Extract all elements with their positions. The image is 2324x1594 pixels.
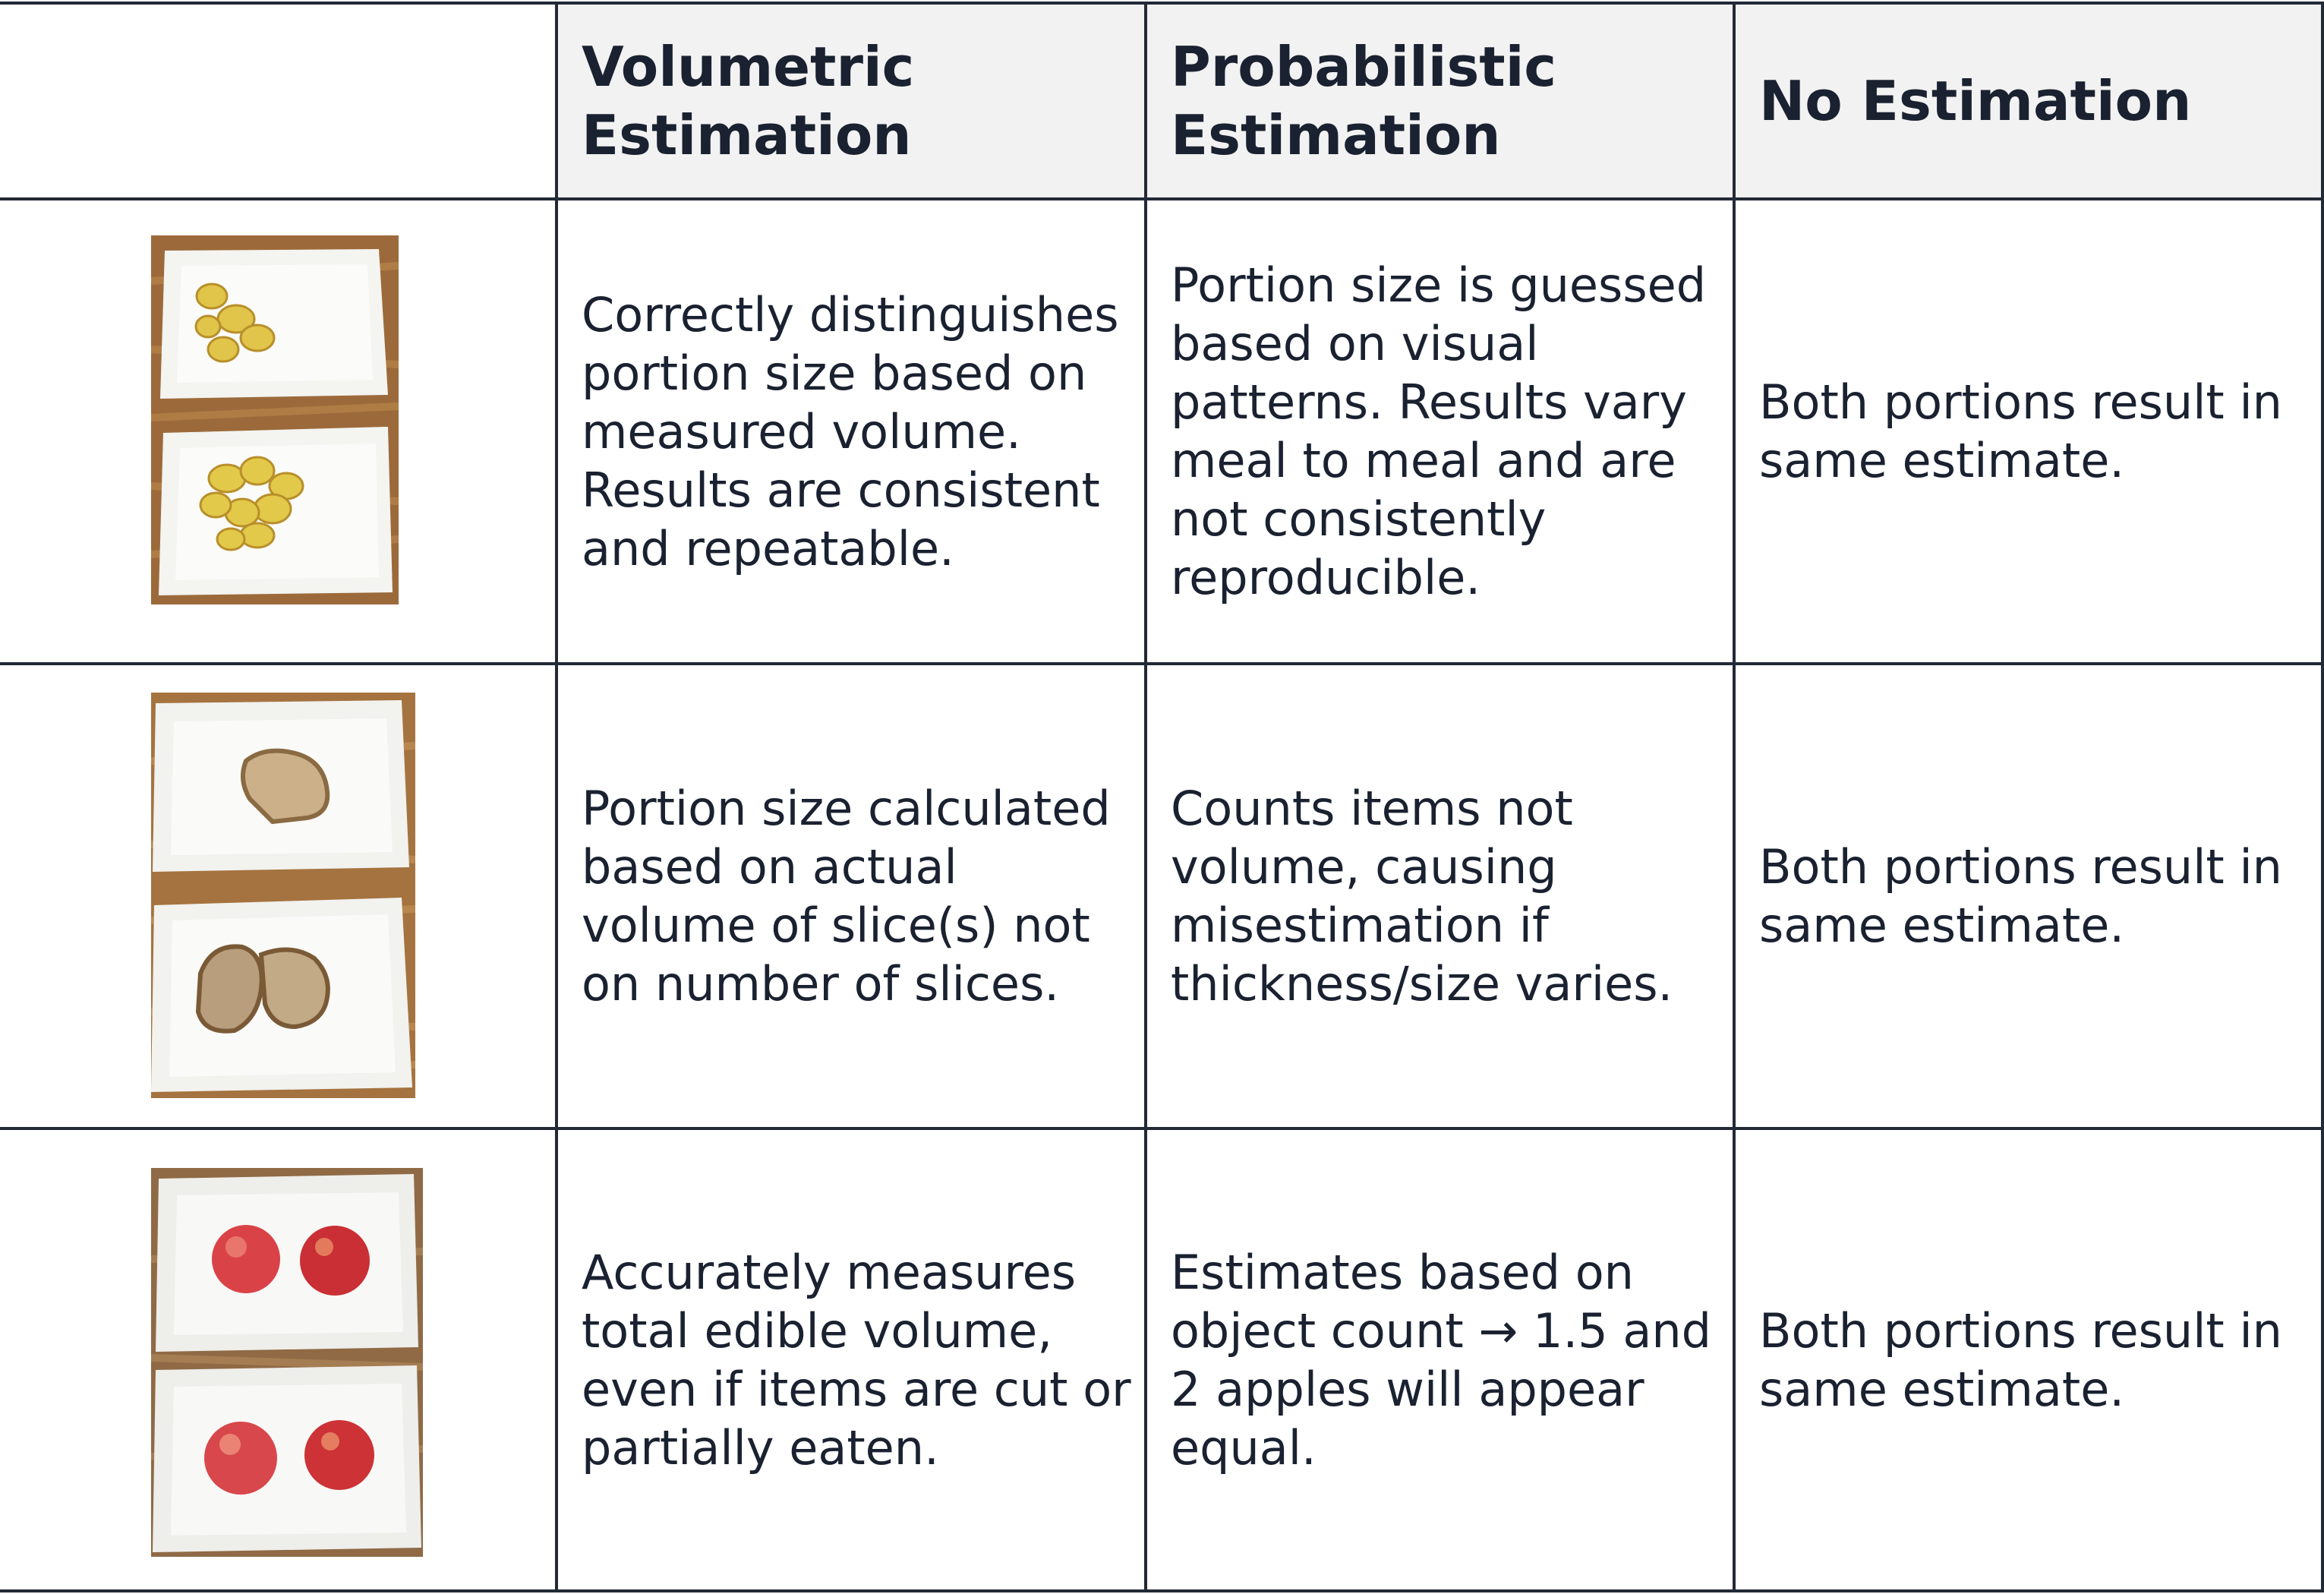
row1-no-estimation: Both portions result in same estimate.: [1759, 374, 2282, 488]
header-volumetric: Volumetric Estimation: [582, 35, 915, 167]
row2-volumetric: Portion size calculated based on actual volume of slice(s) not on number of slices.: [582, 781, 1111, 1012]
row2-no-estimation: Both portions result in same estimate.: [1759, 839, 2282, 953]
row2-probabilistic: Counts items not volume, causing misestimation if thickness/size varies.: [1171, 781, 1673, 1012]
column-divider: [1733, 3, 1736, 1592]
column-divider: [1144, 3, 1147, 1592]
header-probabilistic: Probabilistic Estimation: [1171, 35, 1557, 167]
column-divider: [555, 3, 558, 1592]
potato-slices-photo: [151, 235, 399, 604]
header-no-estimation: No Estimation: [1759, 69, 2192, 133]
row1-probabilistic: Portion size is guessed based on visual patterns. Results vary meal to meal and are not consistently reproducible.: [1171, 257, 1707, 605]
row3-probabilistic: Estimates based on object count → 1.5 and 2 apples will appear equal.: [1171, 1244, 1712, 1476]
row3-no-estimation: Both portions result in same estimate.: [1759, 1302, 2282, 1417]
row1-volumetric: Correctly distinguishes portion size based on measured volume. Results are consistent and repeatable.: [582, 286, 1119, 576]
bread-slices-photo: [151, 693, 415, 1098]
table-border-bottom: [0, 1589, 2324, 1592]
apples-photo: [151, 1168, 423, 1557]
table-border-right: [2321, 3, 2324, 1592]
row3-volumetric: Accurately measures total edible volume, even if items are cut or partially eaten.: [582, 1244, 1131, 1476]
